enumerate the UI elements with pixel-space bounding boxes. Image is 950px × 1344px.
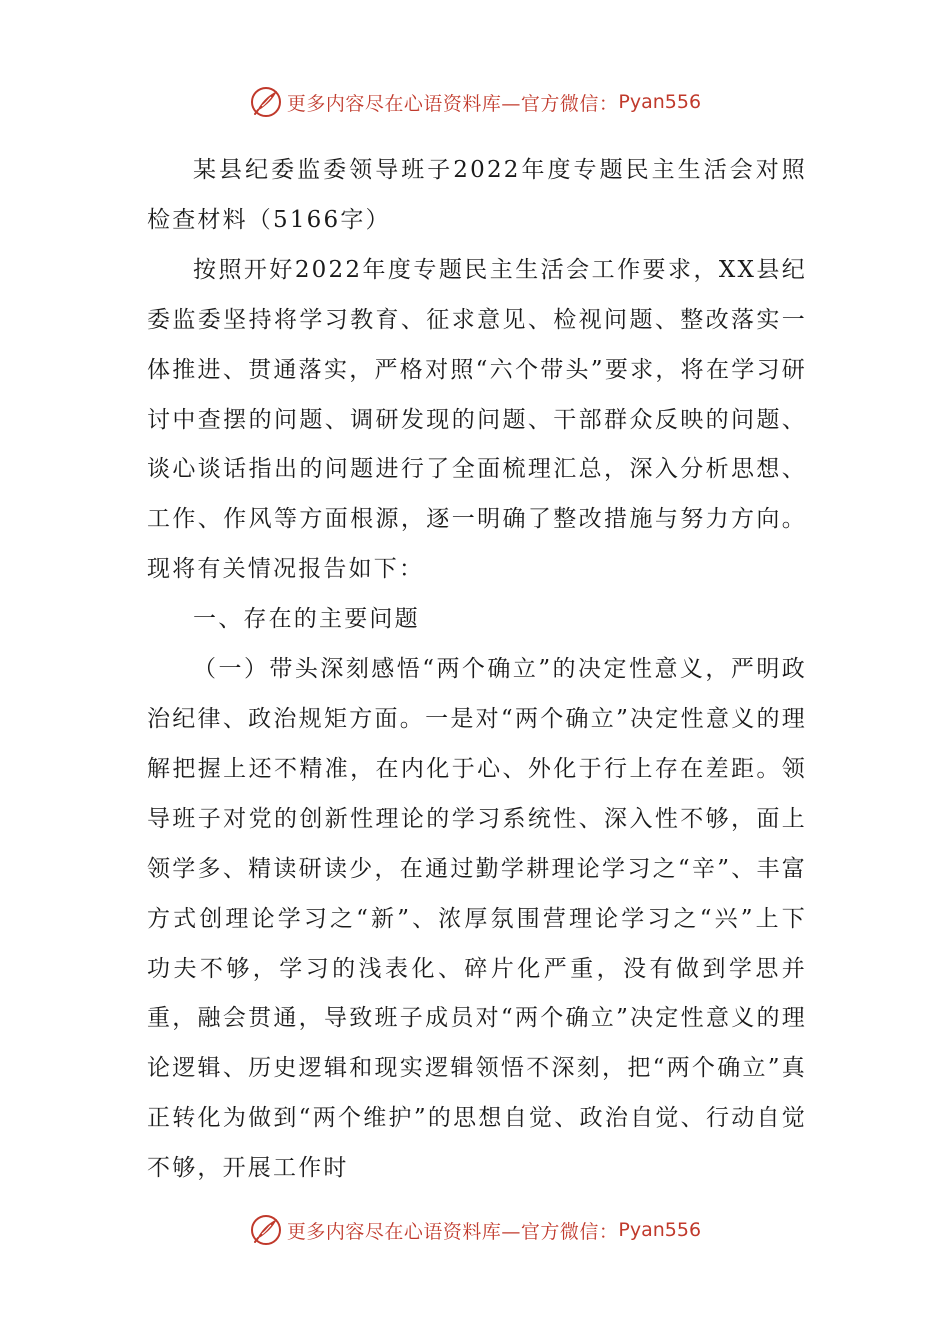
watermark-banner-bottom	[0, 1208, 950, 1252]
watermark-handle: Pyan556	[618, 1219, 702, 1241]
watermark-text: 更多内容尽在心语资料库—官方微信：	[286, 1220, 619, 1243]
document-body	[147, 146, 807, 1194]
section-heading: 一、存在的主要问题	[193, 606, 420, 633]
watermark-text: 更多内容尽在心语资料库—官方微信：	[286, 92, 619, 115]
intro-paragraph: 按照开好2022年度专题民主生活会工作要求，XX县纪委监委坚持将学习教育、征求意见、检视问题、整改落实一体推进、贯通落实，严格对照“六个带头”要求，将在学习研讨中查摆的问题、调研发现的问题、干部群众反映的问题、谈心谈话指出的问题进行了全面梳理汇总，深入分析思想、工作、作风等方面根源，逐一明确了整改措施与努力方向。现将有关情况报告如下：	[147, 256, 807, 583]
quill-logo-icon	[249, 1213, 283, 1247]
watermark-banner-top	[0, 80, 950, 124]
quill-logo-icon	[249, 85, 283, 119]
watermark-handle: Pyan556	[618, 91, 702, 113]
document-title: 某县纪委监委领导班子2022年度专题民主生活会对照检查材料（5166字）	[147, 157, 807, 233]
subsection-paragraph: （一）带头深刻感悟“两个确立”的决定性意义，严明政治纪律、政治规矩方面。一是对“两个确立”决定性意义的理解把握上还不精准，在内化于心、外化于行上存在差距。领导班子对党的创新性理论的学习系统性、深入性不够，面上领学多、精读研读少，在通过勤学耕理论学习之“辛”、丰富方式创理论学习之“新”、浓厚氛围营理论学习之“兴”上下功夫不够，学习的浅表化、碎片化严重，没有做到学思并重，融会贯通，导致班子成员对“两个确立”决定性意义的理论逻辑、历史逻辑和现实逻辑领悟不深刻，把“两个确立”真正转化为做到“两个维护”的思想自觉、政治自觉、行动自觉不够，开展工作时	[147, 656, 807, 1182]
